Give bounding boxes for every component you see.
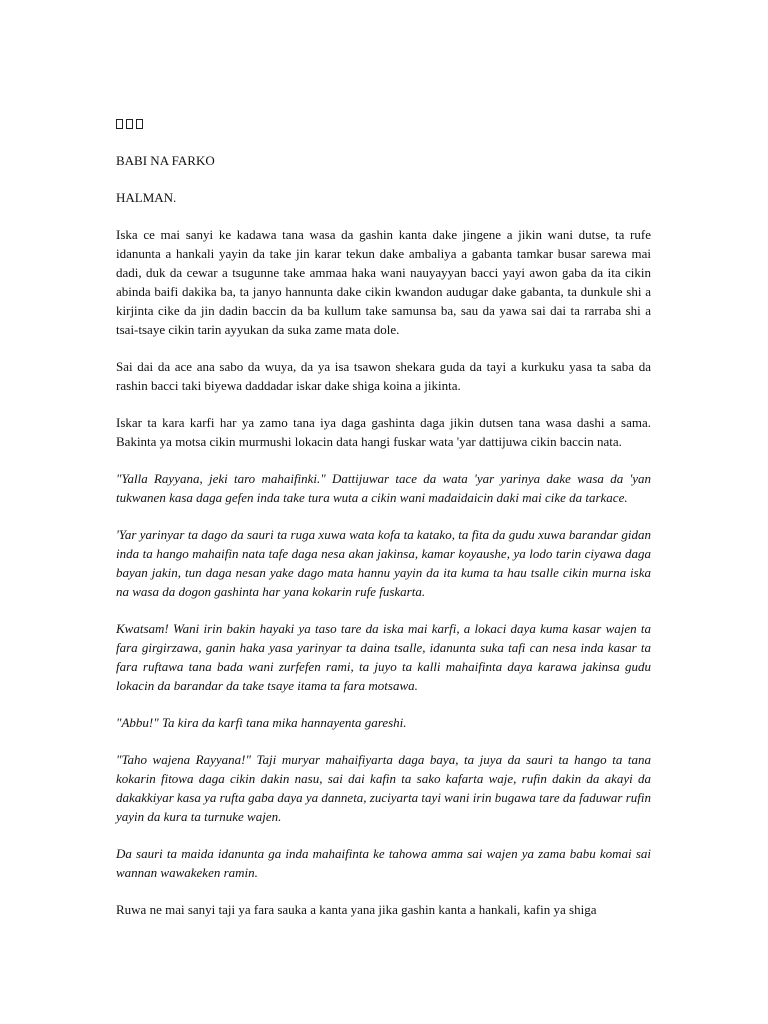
section-title: HALMAN. — [116, 190, 177, 205]
document-page — [116, 114, 651, 937]
header-glyphs — [116, 114, 651, 133]
body-paragraphs — [116, 225, 651, 919]
body-paragraph: Da sauri ta maida idanunta ga inda mahaifinta ke tahowa amma sai wajen ya zama babu komai sai wannan wawakeken ramin. — [116, 846, 651, 880]
body-paragraph: "Yalla Rayyana, jeki taro mahaifinki." Dattijuwar tace da wata 'yar yarinya dake wasa da 'yan tukwanen kasa daga gefen inda take tura wuta a cikin wani madaidaicin daki mai cike da tarkace. — [116, 471, 651, 505]
body-paragraph: "Taho wajena Rayyana!" Taji muryar mahaifiyarta daga baya, ta juya da sauri ta hango ta tana kokarin fitowa daga cikin dakin nasu, sai dai kafin ta sako kafarta waje, rufin dakin da akayi da dakakkiyar kasa ya rufta gaba daya ya danneta, zuciyarta tayi wani irin bugawa tare da faduwar rufin yayin da kura ta turnuke wajen. — [116, 752, 651, 824]
body-paragraph: Iskar ta kara karfi har ya zamo tana iya daga gashinta daga jikin dutsen tana wasa dashi a sama. Bakinta ya motsa cikin murmushi lokacin data hangi fuskar wata 'yar dattijuwa cikin baccin nata. — [116, 415, 651, 449]
body-paragraph: "Abbu!" Ta kira da karfi tana mika hannayenta gareshi. — [116, 715, 407, 730]
missing-glyph-box — [136, 119, 143, 129]
body-paragraph: Iska ce mai sanyi ke kadawa tana wasa da gashin kanta dake jingene a jikin wani dutse, ta rufe idanunta a hankali yayin da take jin karar tekun dake ambaliya a gabanta tamkar busar sarewa mai dadi, duk da cewar a tsugunne take ammaa haka wani nauyayyan bacci yayi awon gaba da ita cikin abinda baifi dakika ba, ta janyo hannunta dake cikin kwandon audugar dake gabanta, ta dunkule shi a kirjinta cike da jin dadin baccin da ba kullum take samunsa ba, sau da yawa sai dai ta rarraba shi a tsai-tsaye cikin tarin ayyukan da suka zame mata dole. — [116, 227, 651, 337]
body-paragraph: 'Yar yarinyar ta dago da sauri ta ruga xuwa wata kofa ta katako, ta fita da gudu xuwa barandar gidan inda ta hango mahaifin nata tafe daga nesa akan jakinsa, kamar koyaushe, ya lodo tarin ciyawa daga bayan jakin, tun daga nesan yake dago mata hannu yayin da ita kuma ta hau tsalle cikin murna iska na wasa da dogon gashinta har yana kokarin rufe fuskarta. — [116, 527, 651, 599]
body-paragraph: Ruwa ne mai sanyi taji ya fara sauka a kanta yana jika gashin kanta a hankali, kafin ya shiga — [116, 902, 597, 917]
missing-glyph-box — [116, 119, 123, 129]
body-paragraph: Kwatsam! Wani irin bakin hayaki ya taso tare da iska mai karfi, a lokaci daya kuma kasar wajen ta fara girgirzawa, ganin haka yasa yarinyar ta daina tsalle, idanunta suka tafi can nesa inda kasar ta fara ruftawa tana bada wani zurfefen rami, ta juyo ta kalli mahaifinta daya karawa jakinsa gudu lokacin da barandar da take tsaye itama ta fara motsawa. — [116, 621, 651, 693]
missing-glyph-box — [126, 119, 133, 129]
body-paragraph: Sai dai da ace ana sabo da wuya, da ya isa tsawon shekara guda da tayi a kurkuku yasa ta saba da rashin bacci taki biyewa daddadar iskar dake shiga koina a jikinta. — [116, 359, 651, 393]
chapter-title: BABI NA FARKO — [116, 153, 215, 168]
